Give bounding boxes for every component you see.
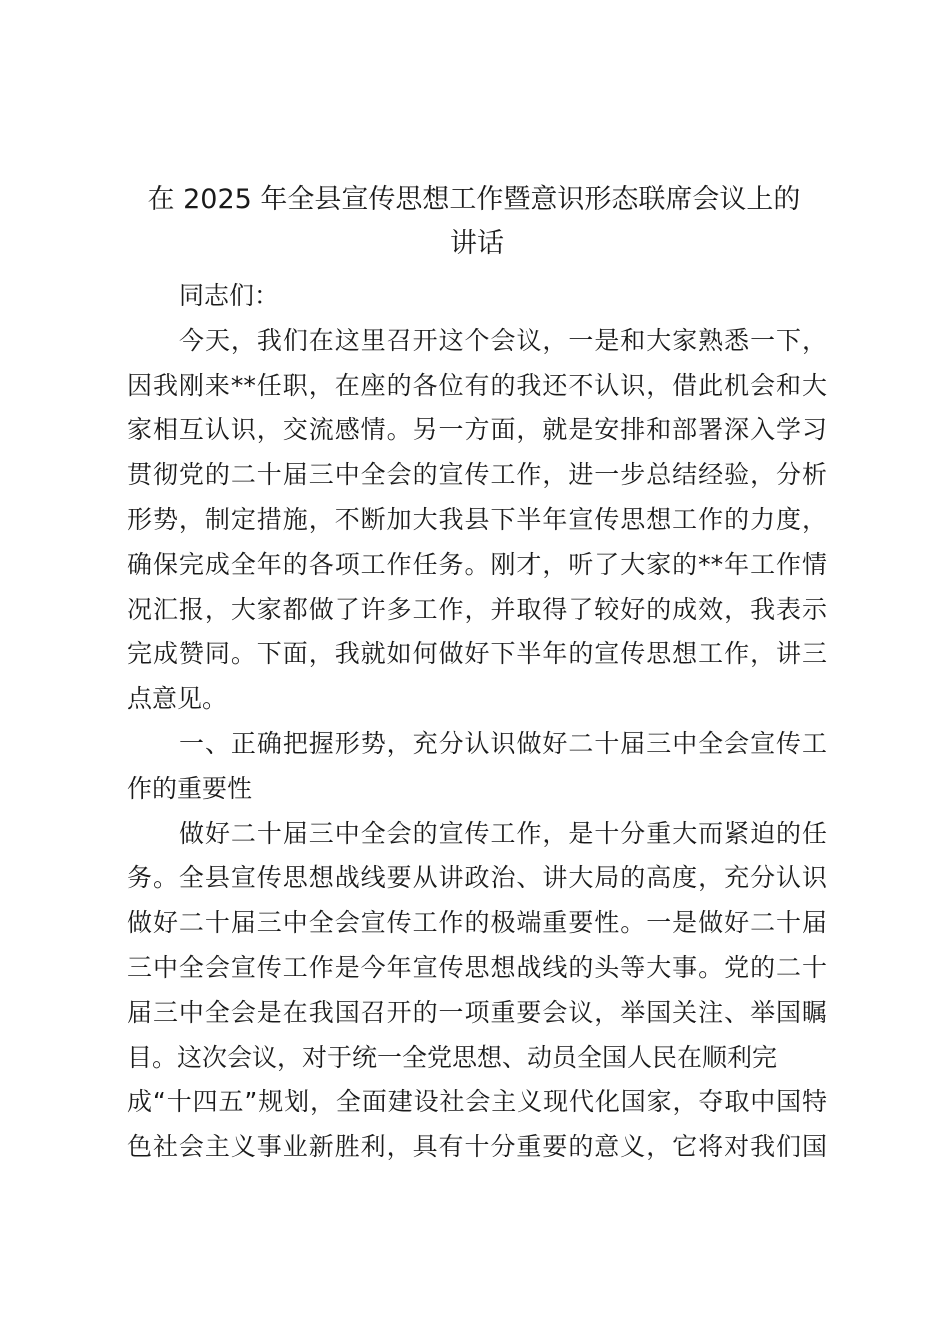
text-line: 做好二十届三中全会的宣传工作，是十分重大而紧迫的任 bbox=[179, 818, 827, 848]
document-body bbox=[127, 274, 827, 1170]
text-line: 确保完成全年的各项工作任务。刚才，听了大家的**年工作情 bbox=[127, 549, 827, 579]
text-line: 因我刚来**任职，在座的各位有的我还不认识，借此机会和大 bbox=[127, 370, 827, 400]
text-line: 三中全会宣传工作是今年宣传思想战线的头等大事。党的二十 bbox=[127, 952, 827, 982]
text-line: 届三中全会是在我国召开的一项重要会议，举国关注、举国瞩 bbox=[127, 997, 827, 1027]
text-line: 色社会主义事业新胜利，具有十分重要的意义，它将对我们国 bbox=[127, 1132, 827, 1162]
text-line: 今天，我们在这里召开这个会议，一是和大家熟悉一下， bbox=[179, 325, 827, 355]
paragraph-section-1 bbox=[127, 812, 827, 1170]
title-line: 讲话 bbox=[450, 228, 504, 259]
text-line: 目。这次会议，对于统一全党思想、动员全国人民在顺利完 bbox=[127, 1042, 778, 1072]
text-line: 家相互认识，交流感情。另一方面，就是安排和部署深入学习 bbox=[127, 415, 827, 445]
text-line: 务。全县宣传思想战线要从讲政治、讲大局的高度，充分认识 bbox=[127, 863, 827, 893]
paragraph-intro bbox=[127, 319, 827, 722]
heading-line: 一、正确把握形势，充分认识做好二十届三中全会宣传工 bbox=[179, 728, 827, 758]
text-line: 点意见。 bbox=[127, 684, 228, 714]
document-page bbox=[127, 178, 827, 1170]
text-line: 做好二十届三中全会宣传工作的极端重要性。一是做好二十届 bbox=[127, 908, 827, 938]
greeting: 同志们： bbox=[179, 281, 280, 310]
section-heading-1 bbox=[127, 722, 827, 812]
title-line: 在 2025 年全县宣传思想工作暨意识形态联席会议上的 bbox=[147, 184, 801, 215]
text-line: 成“十四五”规划，全面建设社会主义现代化国家，夺取中国特 bbox=[127, 1087, 827, 1117]
heading-line: 作的重要性 bbox=[127, 773, 253, 803]
text-line: 贯彻党的二十届三中全会的宣传工作，进一步总结经验，分析 bbox=[127, 460, 827, 490]
text-line: 完成赞同。下面，我就如何做好下半年的宣传思想工作，讲三 bbox=[127, 639, 827, 669]
document-title bbox=[127, 178, 827, 266]
text-line: 形势，制定措施，不断加大我县下半年宣传思想工作的力度， bbox=[127, 504, 827, 534]
text-line: 况汇报，大家都做了许多工作，并取得了较好的成效，我表示 bbox=[127, 594, 827, 624]
